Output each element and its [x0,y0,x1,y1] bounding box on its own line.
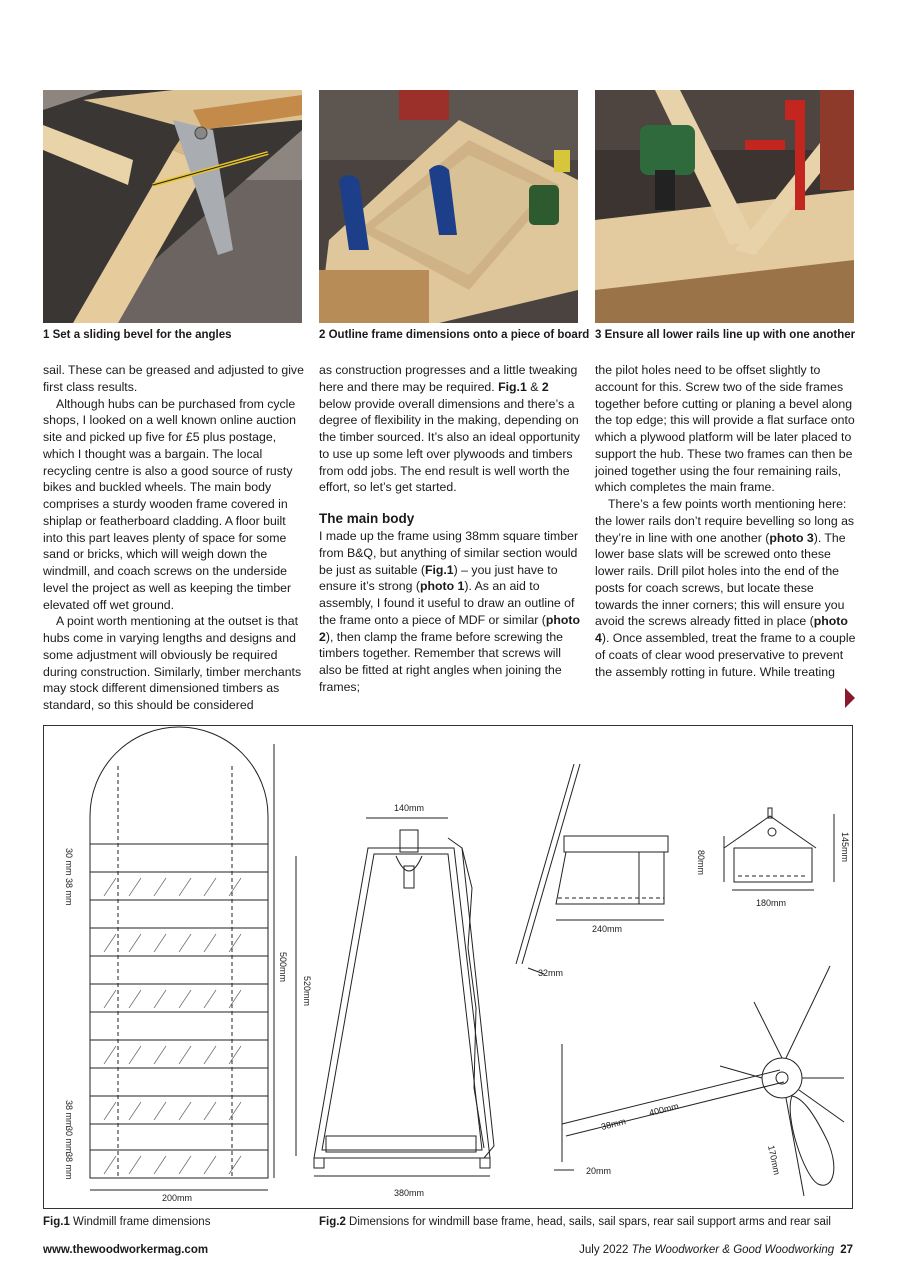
fig1-label: Fig.1 [43,1216,70,1228]
fig1-text: Windmill frame dimensions [73,1216,211,1228]
page-number: 27 [840,1244,853,1256]
col1-paragraph-2: Although hubs can be purchased from cycle shops, I looked on a well known online auction site and picked up five for £5 plus postage, which I thought was a bargain. The local recycling centre is also a good source of rusty bikes and buckled wheels. The main body comprises a sturdy wooden frame covered in shiplap or featherboard cladding. A floor built into this part leaves plenty of space for some sand or bricks, which will weigh down the windmill, and coach screws on the underside level the project as well as keeping the timber elevated off wet ground. [43,396,296,612]
dim-38mm-spar: 38mm [600,1116,627,1132]
col2-text: ), then clamp the frame before screwing the timbers together. Remember that screws will also be fitted at right angles when joining the frames; [319,629,564,694]
dim-200mm: 200mm [162,1193,193,1203]
sail-frame-drawing [90,727,274,1190]
article-column-3 [595,362,857,680]
dim-180mm: 180mm [756,898,787,908]
col3-paragraph-2 [595,496,857,680]
dim-145mm: 145mm [840,832,850,863]
col2-text: below provide overall dimensions and there’s a degree of flexibility in the making, depending on the timber sourced. It’s also an ideal opportunity to use up some left over plywoods and timbers from odd jobs. The end result is well worth the effort, so let’s get started. [319,396,580,495]
dim-32mm: 32mm [538,968,564,978]
photo-1-caption [43,329,232,341]
article-column-1 [43,362,305,714]
photo-2-caption [319,329,589,341]
dim-20mm: 20mm [586,1166,612,1176]
footer-issue [579,1244,853,1256]
photo-2-caption-text: Outline frame dimensions onto a piece of board [328,329,590,341]
photo-2-number: 2 [319,329,326,341]
photo-1-caption-text: Set a sliding bevel for the angles [52,329,232,341]
col2-paragraph-1 [319,362,581,496]
base-frame-drawing [296,818,494,1176]
fig2-label: Fig.2 [319,1216,346,1228]
fig2-caption [319,1216,831,1228]
dim-38mm-top: 38 mm [64,878,74,906]
dim-38mm-bottom-b: 38 mm [64,1152,74,1180]
article-column-2 [319,362,581,696]
footer-url[interactable]: www.thewoodworkermag.com [43,1244,209,1256]
col2-text: I made up the frame using 38mm square timber from B&Q, but anything of similar section would be just as suitable ( [319,529,579,577]
footer-magazine: The Woodworker & Good Woodworking [631,1244,835,1256]
col2-text: as construction progresses and a little tweaking here and there may be required. [319,363,578,394]
photo-2-frame-outline [319,90,578,323]
photo-3-lower-rails [595,90,854,323]
col3-text: ). The lower base slats will be screwed onto these lower rails. Drill pilot holes into the end of the posts for coach screws, but locate these towards the inner corners; this will ensure you avoid the screws already fitted in place ( [595,530,846,629]
photo-3-ref: photo 3 [769,530,814,545]
fig2-text: Dimensions for windmill base frame, head, sails, sail spars, rear sail support arms and rear sail [349,1216,831,1228]
col2-text: ) – you just have to ensure it’s strong ( [319,562,558,594]
figure-drawings [43,725,853,1209]
dim-170mm: 170mm [766,1144,783,1176]
dim-240mm: 240mm [592,924,623,934]
col3-text: There’s a few points worth mentioning here: the lower rails don’t require bevelling so long as they’re in line with one another ( [595,497,855,545]
dim-80mm: 80mm [696,850,706,876]
section-heading-main-body: The main body [319,511,415,526]
photo-1-number: 1 [43,329,50,341]
photo-3-number: 3 [595,329,602,341]
dim-520mm: 520mm [302,976,312,1007]
photo-1-sliding-bevel [43,90,302,323]
col1-paragraph-1: sail. These can be greased and adjusted to give first class results. [43,363,304,394]
col3-text: ). Once assembled, treat the frame to a couple of coats of clear wood preservative to prevent the assembly rotting in future. While treating [595,631,856,679]
dim-30mm-top: 30 mm [64,848,74,876]
dim-400mm: 400mm [648,1100,680,1118]
col3-paragraph-1: the pilot holes need to be offset slightly to account for this. Screw two of the side frames together before cutting or planing a bevel along the top edge; this will provide a flat surface onto which a plywood platform will be later placed to support the hub. These two frames can then be joined together using the four remaining rails, which completes the main frame. [595,363,855,495]
footer-date: July 2022 [579,1244,629,1256]
fig1-ref: Fig.1 [424,562,454,577]
photo-2-ref: photo 2 [319,612,581,644]
fig1-ref: Fig.1 [498,379,527,394]
rear-sail-drawing [724,808,834,890]
photo-1-ref: photo 1 [419,579,465,594]
hub-and-arm-drawing [554,966,844,1196]
head-drawing [516,764,668,974]
dim-140mm: 140mm [394,803,425,813]
dim-38mm-bottom-a: 38 mm [64,1100,74,1128]
photo-3-caption [595,329,855,341]
col1-paragraph-3: A point worth mentioning at the outset is that hubs come in varying lengths and designs and some adjustment will obviously be required during construction. Similarly, timber merchants may stock different dimensioned timbers as standard, so this should be considered [43,614,302,712]
fig1-caption [43,1216,210,1228]
col2-text: & [526,379,542,394]
dim-500mm: 500mm [278,952,288,983]
col2-text: ). As an aid to assembly, I found it useful to draw an outline of the frame onto a piece of MDF or similar ( [319,579,575,627]
col2-paragraph-2 [319,528,581,696]
photo-3-caption-text: Ensure all lower rails line up with one another [604,329,856,341]
dim-30mm-bottom: 30 mm [64,1126,74,1154]
dim-380mm: 380mm [394,1188,425,1198]
fig2-ref: 2 [541,379,549,394]
photo-4-ref: photo 4 [595,614,848,645]
continue-arrow-icon [845,688,855,708]
